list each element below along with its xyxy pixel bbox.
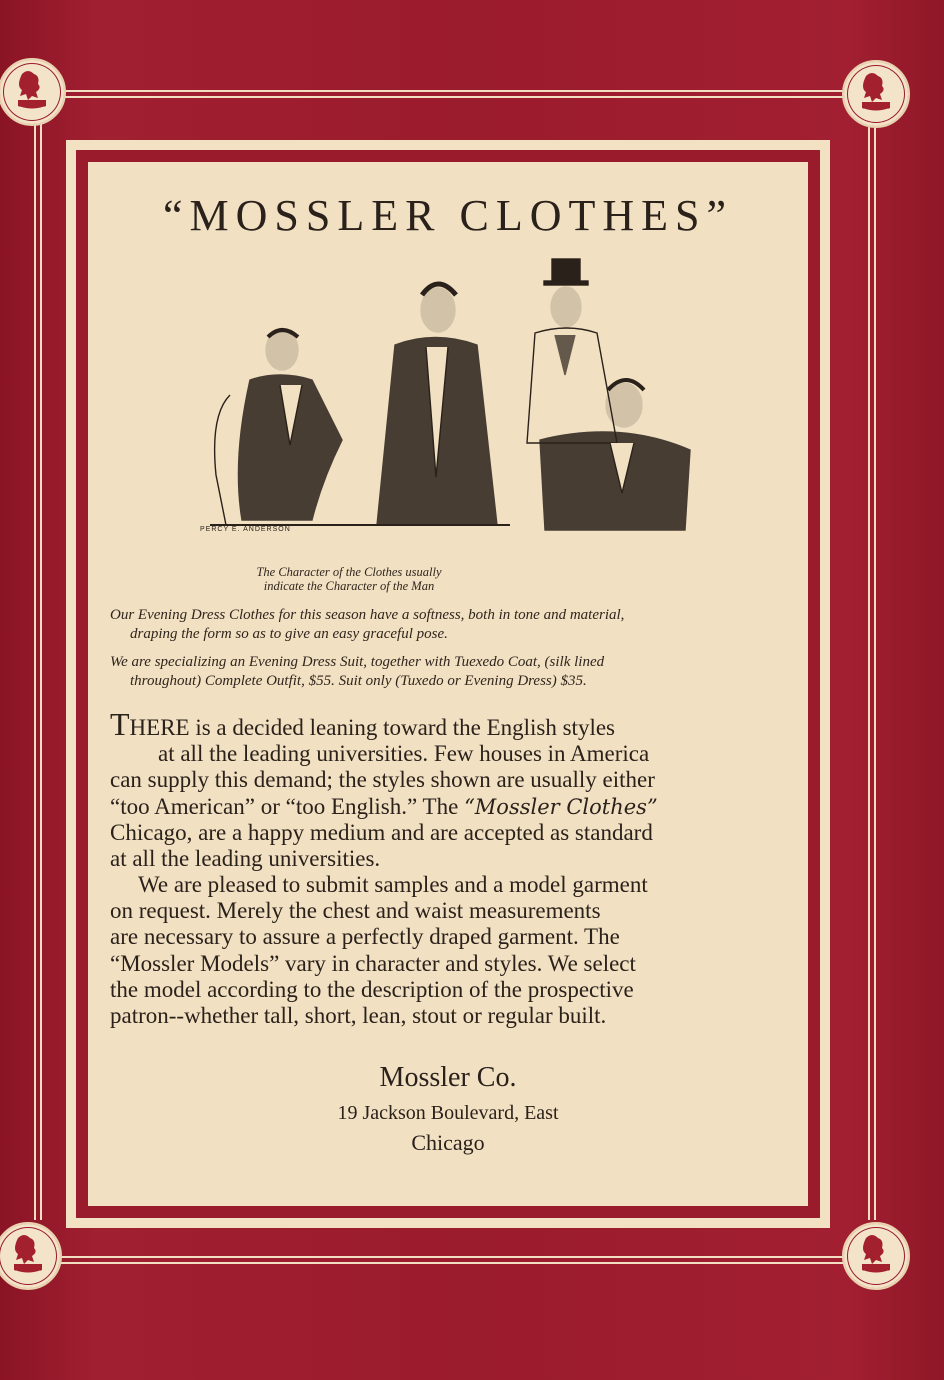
lion-emblem-icon (842, 1222, 910, 1290)
english-styles-paragraph (110, 706, 786, 872)
paragraph-line: Our Evening Dress Clothes for this season have a softness, both in tone and material, (110, 607, 625, 623)
caption-line: indicate the Character of the Man (263, 579, 435, 593)
paragraph-line: We are pleased to submit samples and a model garment (138, 872, 648, 897)
paragraph-line: throughout) Complete Outfit, $55. Suit only (Tuxedo or Evening Dress) $35. (130, 673, 587, 689)
paragraph-line: patron--whether tall, short, lean, stout or regular built. (110, 1003, 607, 1029)
drop-cap: T (110, 706, 130, 742)
paragraph-line (110, 706, 786, 742)
right-border-line-outer (868, 124, 870, 1220)
paragraph-line: We are specializing an Evening Dress Suit, together with Tuexedo Coat, (silk lined (110, 654, 605, 670)
paragraph-line: can supply this demand; the styles shown are usually either (110, 767, 655, 793)
paragraph-line: “Mossler Models” vary in character and styles. We select (110, 950, 636, 976)
lion-emblem-icon (0, 1222, 62, 1290)
paragraph-line: draping the form so as to give an easy graceful pose. (130, 626, 448, 642)
line-text: “too American” or “too English.” The (110, 793, 465, 819)
paragraph-line (110, 794, 786, 820)
lion-emblem-icon (842, 60, 910, 128)
illustration-caption (214, 565, 484, 593)
paragraph-line: at all the leading universities. Few houses in America (158, 741, 650, 767)
paragraph-line: at all the leading universities. (110, 846, 381, 872)
ad-title: “MOSSLER CLOTHES” (163, 191, 733, 240)
company-city: Chicago (411, 1130, 485, 1155)
artist-credit: PERCY E. ANDERSON (200, 526, 291, 533)
line-text: HERE is a decided leaning toward the English styles (129, 715, 615, 740)
top-border-line-outer (58, 90, 884, 92)
evening-dress-paragraph (110, 606, 786, 644)
company-name: Mossler Co. (379, 1062, 517, 1093)
paragraph-line: are necessary to assure a perfectly draped garment. The (110, 924, 620, 950)
brand-name: “Mossler Clothes” (464, 794, 658, 819)
right-border-line-inner (874, 124, 876, 1220)
company-address: 19 Jackson Boulevard, East (337, 1102, 559, 1124)
bottom-border-line-inner (58, 1262, 884, 1264)
specialty-paragraph (110, 653, 786, 691)
left-border-line-inner (40, 124, 42, 1220)
paragraph-line: the model according to the description of the prospective (110, 976, 634, 1002)
paragraph-line: on request. Merely the chest and waist measurements (110, 898, 601, 924)
top-border-line-inner (58, 96, 884, 98)
caption-line: The Character of the Clothes usually (256, 565, 442, 579)
paragraph-line: Chicago, are a happy medium and are accepted as standard (110, 819, 653, 845)
left-border-line-outer (34, 124, 36, 1220)
samples-paragraph (110, 872, 786, 1029)
lion-emblem-icon (0, 58, 66, 126)
bottom-border-line-outer (58, 1256, 884, 1258)
